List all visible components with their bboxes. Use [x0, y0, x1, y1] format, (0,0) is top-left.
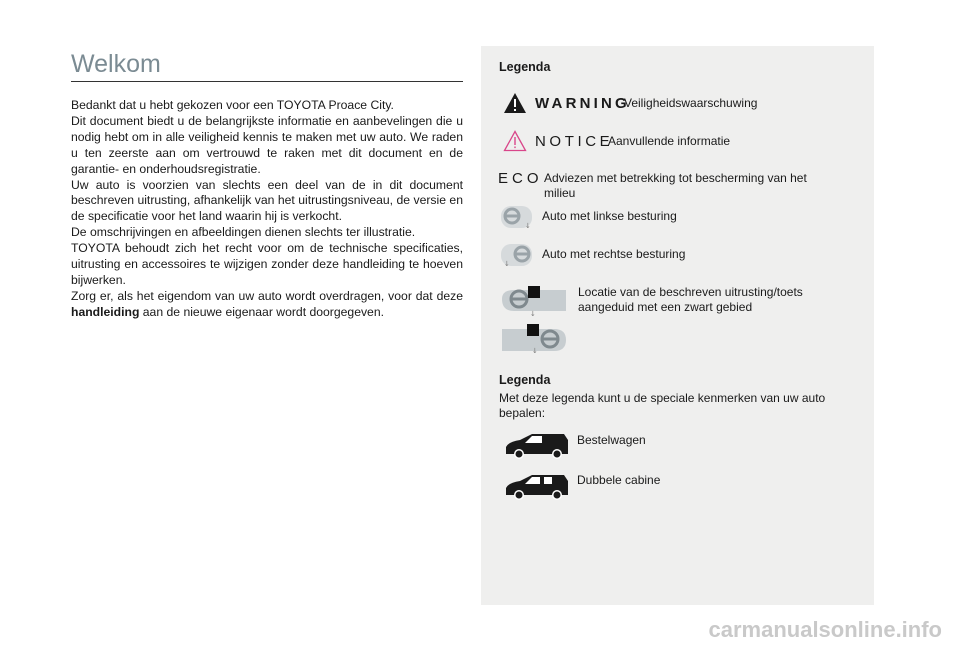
legend2-description: Met deze legenda kunt u de speciale kenmerken van uw auto bepalen: [499, 391, 826, 420]
notice-word: NOTICE [535, 133, 614, 150]
warning-triangle-icon [503, 92, 527, 114]
lhd-label: Auto met linkse besturing [542, 209, 677, 223]
watermark: carmanualsonline.info [708, 617, 942, 642]
left-hand-drive-icon [501, 204, 533, 230]
title-divider [71, 81, 463, 82]
intro-last-suffix: aan de nieuwe eigenaar wordt doorgegeven. [142, 304, 385, 319]
intro-line [71, 289, 463, 321]
van-icon [502, 432, 572, 460]
intro-line: De omschrijvingen en afbeeldingen dienen slechts ter illustratie. [71, 225, 416, 240]
warning-word: WARNING [535, 95, 630, 112]
rhd-label: Auto met rechtse besturing [542, 247, 686, 261]
svg-text:↓: ↓ [504, 260, 510, 268]
notice-triangle-icon [503, 130, 527, 152]
legend-panel [481, 46, 874, 605]
intro-line: Uw auto is voorzien van slechts een deel van de in dit document beschreven uitrusting, afhankelijk van het uitrustingsniveau, de versie en de specificatie voor het land waarin hij is verkocht. [71, 177, 463, 224]
svg-text:↓: ↓ [525, 222, 531, 230]
warning-label: Veiligheidswaarschuwing [624, 96, 758, 110]
page-title: Welkom [71, 50, 161, 78]
eco-label-line1: Adviezen met betrekking tot bescherming van het [544, 171, 807, 185]
double-cab-label: Dubbele cabine [577, 473, 661, 487]
notice-label: Aanvullende informatie [608, 134, 731, 148]
eco-word: ECO [498, 170, 543, 187]
van-label: Bestelwagen [577, 433, 646, 447]
location-label-line1: Locatie van de beschreven uitrusting/toets [578, 285, 803, 299]
location-rhd-icon [500, 320, 568, 354]
location-lhd-icon [500, 283, 568, 317]
intro-last-bold: handleiding [71, 304, 140, 319]
legend2-heading: Legenda [499, 373, 551, 387]
svg-text:↓: ↓ [530, 310, 536, 317]
svg-text:↓: ↓ [532, 347, 538, 354]
intro-text [71, 98, 463, 321]
eco-label-line2: milieu [544, 186, 576, 200]
intro-line: TOYOTA behoudt zich het recht voor om de technische specificaties, uitrusting en accessoires te wijzigen zonder deze handleiding te hoeven bijwerken. [71, 241, 463, 287]
double-cab-icon [502, 473, 572, 501]
legend-heading: Legenda [499, 60, 551, 74]
intro-line: Dit document biedt u de belangrijkste informatie en aanbevelingen die u nodig hebt om in alle veiligheid kennis te maken met uw auto. We raden u ten zeerste aan om vertrouwd te raken met dit document en de garantie- en onderhoudsregistratie. [71, 113, 463, 176]
right-hand-drive-icon [501, 242, 533, 268]
location-label-line2: aangeduid met een zwart gebied [578, 300, 753, 314]
intro-line: Bedankt dat u hebt gekozen voor een TOYOTA Proace City. [71, 98, 394, 112]
intro-last-prefix: Zorg er, als het eigendom van uw auto wordt overdragen, voor dat deze [71, 288, 463, 303]
